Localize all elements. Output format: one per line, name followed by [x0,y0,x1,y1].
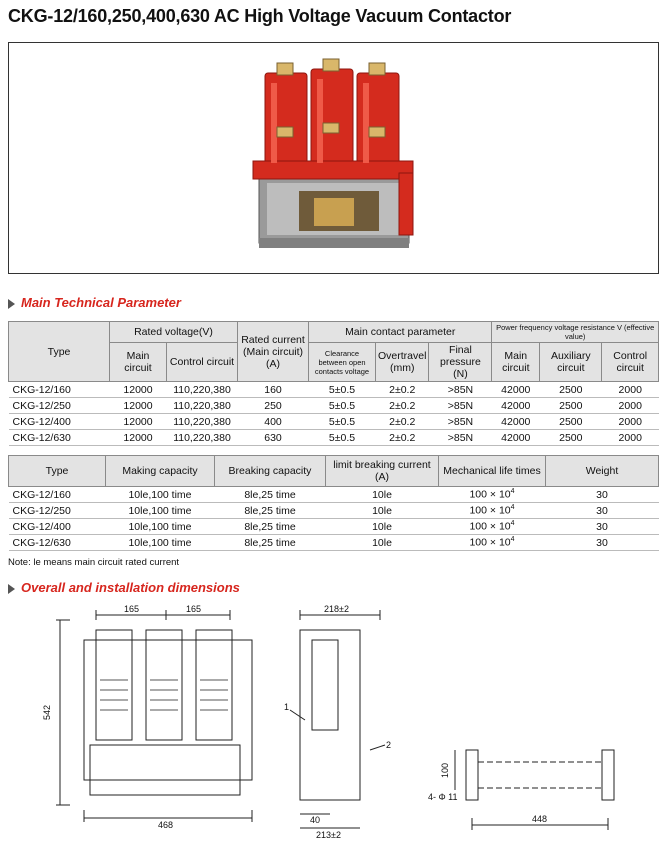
table-row: CKG-12/400 10le,100 time 8le,25 time 10le $100 \times 10^4$ 30 [9,519,659,535]
label-2: 2 [386,740,392,750]
col-pf-aux: Auxiliary circuit [540,343,602,382]
table-row: CKG-12/160 12000 110,220,380 160 5±0.5 2±0.2 >85N 42000 2500 2000 [9,382,659,398]
col-final-pressure: Final pressure (N) [429,343,492,382]
col-pf-main: Main circuit [492,343,540,382]
col-power-frequency: Power frequency voltage resistance V (effective value) [492,322,659,343]
col-weight: Weight [546,456,659,487]
table-row: CKG-12/630 10le,100 time 8le,25 time 10le $100 \times 10^4$ 30 [9,535,659,551]
dim-448: 448 [532,814,548,824]
table-row: CKG-12/630 12000 110,220,380 630 5±0.5 2±0.2 >85N 42000 2500 2000 [9,430,659,446]
dim-hole: 4- Φ 11 [428,792,458,802]
main-parameter-table [8,321,659,446]
col-mechanical-life: Mechanical life times [439,456,546,487]
dim-218: 218±2 [324,604,349,614]
table-row: CKG-12/250 10le,100 time 8le,25 time 10le $100 \times 10^4$ 30 [9,503,659,519]
col-main-circuit: Main circuit [110,343,167,382]
col-rated-current: Rated current (Main circuit) (A) [238,322,309,382]
capacity-table [8,455,659,551]
section-main-parameters: Main Technical Parameter [8,295,181,310]
dim-213: 213±2 [316,830,341,840]
table-row: CKG-12/250 12000 110,220,380 250 5±0.5 2±0.2 >85N 42000 2500 2000 [9,398,659,414]
col-breaking-capacity: Breaking capacity [215,456,326,487]
triangle-bullet-icon [8,584,15,594]
dim-165-a: 165 [124,604,140,614]
dim-100: 100 [440,762,450,778]
dim-468: 468 [158,820,174,830]
page-title: CKG-12/160,250,400,630 AC High Voltage Vacuum Contactor [8,6,512,26]
dimension-drawing [0,600,668,845]
label-1: 1 [284,702,290,712]
table-row: CKG-12/160 10le,100 time 8le,25 time 10le $100 \times 10^4$ 30 [9,487,659,503]
contactor-product-image [9,43,658,273]
col-limit-breaking: limit breaking current (A) [326,456,439,487]
col-control-circuit: Control circuit [167,343,238,382]
triangle-bullet-icon [8,299,15,309]
table-row: CKG-12/400 12000 110,220,380 400 5±0.5 2±0.2 >85N 42000 2500 2000 [9,414,659,430]
dim-165-b: 165 [186,604,202,614]
col-type: Type [9,322,110,382]
note-text: Note: le means main circuit rated current [8,557,180,568]
dim-542: 542 [42,704,52,720]
col-clearance: Clearance between open contacts voltage [309,343,376,382]
col-main-contact: Main contact parameter [309,322,492,343]
dim-40: 40 [310,815,321,825]
col-rated-voltage: Rated voltage(V) [110,322,238,343]
col-type: Type [9,456,106,487]
col-overtravel: Overtravel (mm) [376,343,429,382]
section-dimensions: Overall and installation dimensions [8,580,240,595]
product-photo-frame [8,42,659,274]
col-pf-control: Control circuit [602,343,659,382]
col-making-capacity: Making capacity [106,456,215,487]
